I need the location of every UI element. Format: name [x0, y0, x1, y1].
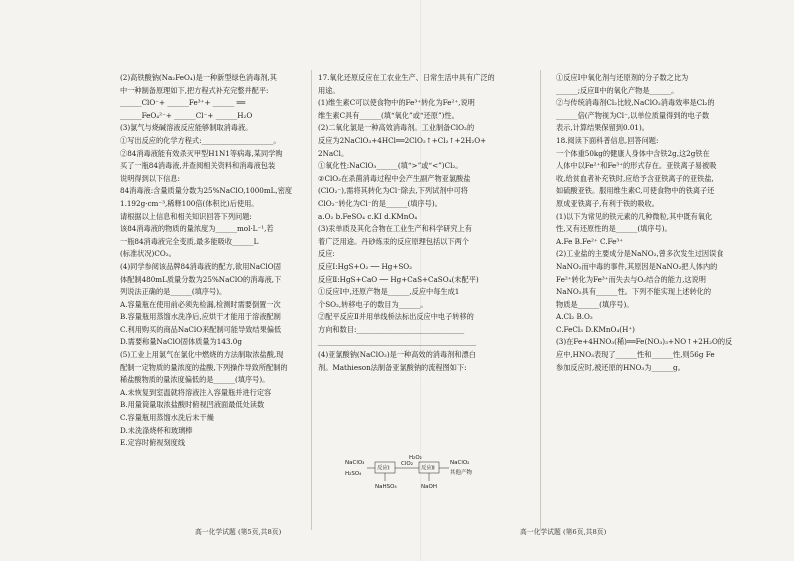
text-line: (4)同学参阅该品牌84消毒液的配方,欲用NaClO固 — [120, 261, 281, 271]
text-line: 着广泛用途。丹砂炼汞的反应原理包括以下两个 — [318, 236, 469, 246]
text-line: A.未恢复到室温就将溶液注入容量瓶并进行定容 — [120, 387, 272, 397]
text-line: (2)高铁酸钠(Na₂FeO₄)是一种新型绿色消毒剂,其 — [120, 73, 277, 82]
text-line: 个SO₂,转移电子的数目为______。 — [318, 299, 428, 309]
text-line: 表示,计算结果保留到0.01)。 — [556, 123, 649, 133]
text-line: ①氧化性:NaClO₃______(填“>”或“<”)Cl₂。 — [318, 161, 463, 171]
text-line: A.Fe B.Fe²⁺ C.Fe³⁺ — [556, 236, 624, 246]
text-line: NaNO₂具有______性。下列不能实现上述转化的 — [556, 287, 712, 297]
text-line: C.容量瓶用蒸馏水洗后未干燥 — [120, 413, 214, 423]
text-line: (3)氯气与烧碱溶液反应能够制取消毒液。 — [120, 123, 253, 133]
text-line: ①反应Ⅰ中氧化剂与还原剂的分子数之比为 — [556, 73, 689, 82]
text-line: 中一种制备原理如下,把方程式补充完整并配平: — [120, 85, 269, 95]
text-line: 维生素C具有______(填“氧化”或“还原”)性。 — [318, 110, 459, 120]
diagram-mid: ClO₂ — [401, 461, 413, 467]
text-line: 1.192g·cm⁻³,稀释100倍(体积比)后使用。 — [120, 198, 259, 208]
text-line: NaNO₂而中毒的事件,其原因是NaNO₂把人体内的 — [556, 261, 718, 271]
text-line: A.容量瓶在使用前必须先检漏,检测时需要倒置一次 — [120, 299, 281, 309]
text-line: 收,给贫血者补充铁时,应给予含亚铁离子的亚铁盐, — [556, 173, 714, 183]
text-line: 买了一瓶84消毒液,并查阅相关资料和消毒液包装 — [120, 161, 276, 171]
text-line: ①反应Ⅰ中,还原产物是______,反应中每生成1 — [318, 287, 460, 297]
text-line: 性,又有还原性的是______(填序号)。 — [556, 224, 672, 234]
left-column — [120, 72, 305, 450]
diagram-input2: H₂SO₄ — [345, 471, 362, 477]
text-line: 列说法正确的是______(填序号)。 — [120, 287, 227, 297]
text-line: 一瓶84消毒液完全变质,最多能吸收______L — [120, 236, 259, 246]
text-line: A.Cl₂ B.O₂ — [556, 312, 593, 322]
text-line: ②与传统消毒剂Cl₂比较,NaClO₂消毒效率是Cl₂的 — [556, 98, 715, 108]
diagram-input1: NaClO₃ — [345, 460, 365, 466]
diagram-box1: 反应Ⅰ — [377, 465, 390, 472]
text-line: 用途。 — [318, 85, 340, 95]
text-line: 应中,HNO₃表现了______性和______性,则56g Fe — [556, 350, 715, 360]
text-line: ②ClO₂在杀菌消毒过程中会产生副产物亚氯酸盐 — [318, 173, 471, 183]
right-column — [556, 72, 746, 374]
text-line: 说明得到以下信息: — [120, 173, 180, 183]
text-line: 反应Ⅰ:HgS+O₂ ── Hg+SO₂ — [318, 261, 413, 271]
footer-right: 高一化学试题 (第6页,共8页) — [520, 528, 607, 536]
text-line: 反应Ⅱ:HgS+CaO ── Hg+CaS+CaSO₄(未配平) — [318, 274, 479, 284]
text-line: ______ClO⁻+ ______Fe³⁺+ ______ ══ — [120, 98, 246, 108]
text-line: 18.阅读下面科普信息,回答问题: — [556, 135, 659, 145]
text-line: (2)工业盐的主要成分是NaNO₂,曾多次发生过因误食 — [556, 249, 724, 259]
text-line: ______倍(产物视为Cl⁻,以单位质量得到的电子数 — [556, 110, 710, 120]
text-line: D.需要称量NaClO固体质量为143.0g — [120, 337, 242, 347]
text-line: 反应: — [318, 249, 335, 259]
text-line: (2)二氧化氯是一种高效消毒剂。工业制备ClO₂的 — [318, 123, 475, 133]
text-line: 体配制480mL质量分数为25%NaClO的消毒液,下 — [120, 274, 282, 284]
diagram-product: NaClO₂ — [450, 460, 470, 466]
text-line: 一个体重50kg的健康人身体中含铁2g,这2g铁在 — [556, 148, 710, 158]
flow-diagram — [345, 455, 495, 495]
text-line: 17.氧化还原反应在工农业生产、日常生活中具有广泛的 — [318, 73, 495, 82]
text-line: ____________________________________________ — [318, 337, 477, 347]
text-line: 方向和数目:______________________________ — [318, 324, 465, 334]
diagram-side: 其他产物 — [450, 470, 473, 476]
text-line: 稀盐酸物质的量浓度偏低的是______(填序号)。 — [120, 375, 270, 385]
text-line: 人体中以Fe²⁺和Fe³⁺的形式存在。亚铁离子易被吸 — [556, 161, 717, 171]
text-line: ClO₂⁻转化为Cl⁻的是______(填序号)。 — [318, 198, 442, 208]
text-line: B.容量瓶用蒸馏水洗净后,应烘干才能用于溶液配制 — [120, 312, 281, 322]
diagram-out1: NaHSO₄ — [375, 484, 397, 490]
text-line: (5)工业上用氯气在氯化中燃烧的方法制取浓盐酸,现 — [120, 350, 284, 360]
text-line: (3)汞单质及其化合物在工业生产和科学研究上有 — [318, 224, 472, 234]
text-line: 请根据以上信息和相关知识回答下列问题: — [120, 211, 252, 221]
text-line: B.用量筒量取浓盐酸时俯视凹液面最低处读数 — [120, 400, 265, 410]
middle-column — [318, 72, 516, 374]
text-line: 物质是______(填序号)。 — [556, 299, 634, 309]
diagram-top2: H₂O₂ — [409, 455, 422, 461]
text-line: ②配平反应Ⅱ并用单线桥法标出反应中电子转移的 — [318, 312, 474, 322]
text-line: ①写出反应的化学方程式:____________________。 — [120, 135, 281, 145]
text-line: 2NaCl。 — [318, 148, 349, 158]
text-line: ②84消毒液能有效杀灭甲型H1N1等病毒,某同学购 — [120, 148, 283, 158]
text-line: 原成亚铁离子,有利于铁的吸收。 — [556, 198, 659, 208]
text-line: 该84消毒液的物质的量浓度为______mol·L⁻¹,若 — [120, 224, 274, 234]
text-line: 配制一定物质的量浓度的盐酸,下列操作导致所配制的 — [120, 362, 288, 372]
text-line: D.未洗涤烧杯和玻璃棒 — [120, 425, 193, 435]
text-line: (ClO₂⁻),需将其转化为Cl⁻除去,下列试剂中可将 — [318, 186, 468, 196]
footer-left: 高一化学试题 (第5页,共8页) — [195, 528, 282, 536]
column-divider — [311, 70, 312, 530]
column-divider — [540, 70, 541, 530]
text-line: 84消毒液:含量质量分数为25%NaClO,1000mL,密度 — [120, 186, 293, 196]
text-line: (3)在Fe+4HNO₃(稀)══Fe(NO₃)₃+NO↑+2H₂O的反 — [556, 337, 733, 347]
text-line: (1)以下为常见的铁元素的几种微粒,其中既有氧化 — [556, 211, 713, 221]
text-line: ______;反应Ⅱ中的氧化产物是______。 — [556, 85, 679, 95]
text-line: (标准状况)CO₂。 — [120, 249, 176, 259]
text-line: (1)维生素C可以使食物中的Fe³⁺转化为Fe²⁺,说明 — [318, 98, 475, 108]
text-line: 参加反应时,被还原的HNO₃为______g。 — [556, 362, 685, 372]
text-line: (4)亚氯酸钠(NaClO₂)是一种高效的消毒剂和漂白 — [318, 350, 476, 360]
text-line: ______FeO₄²⁻+ ______Cl⁻+ ______H₂O — [120, 110, 253, 120]
text-line: Fe²⁺转化为Fe³⁺而失去与O₂结合的能力,这说明 — [556, 274, 706, 284]
text-line: E.定容时俯视刻度线 — [120, 438, 186, 448]
diagram-box2: 反应Ⅱ — [421, 465, 435, 472]
text-line: 反应为2NaClO₃+4HCl══2ClO₂↑+Cl₂↑+2H₂O+ — [318, 135, 487, 145]
text-line: 剂。Mathieson法制备亚氯酸钠的流程图如下: — [318, 362, 467, 372]
diagram-out2: NaOH — [421, 484, 437, 490]
text-line: a.O₂ b.FeSO₄ c.KI d.KMnO₄ — [318, 211, 418, 221]
text-line: C.FeCl₃ D.KMnO₄(H⁺) — [556, 324, 635, 334]
text-line: 如硫酸亚铁。服用维生素C,可使食物中的铁离子还 — [556, 186, 715, 196]
text-line: C.利用购买的商品NaClO来配制可能导致结果偏低 — [120, 324, 282, 334]
